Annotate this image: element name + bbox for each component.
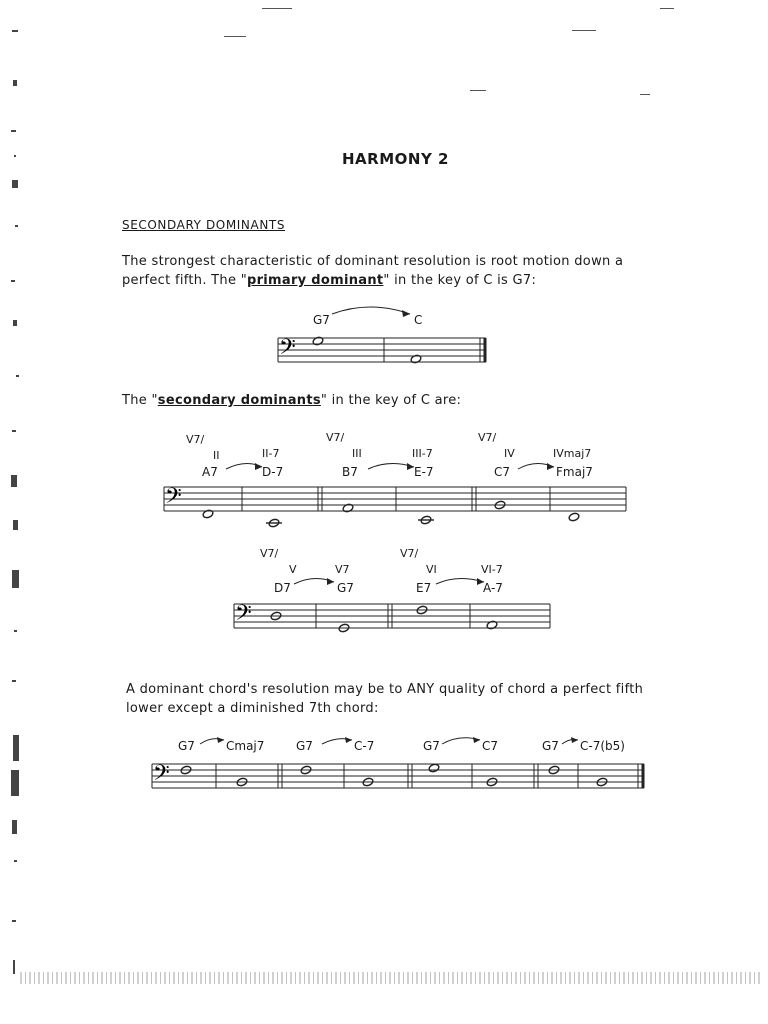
ex2-rn-v: V7/ [326, 431, 345, 444]
ex2-rn-target: III [352, 447, 362, 460]
ex3-chord-from: D7 [274, 581, 291, 595]
ex2-rn-v: V7/ [186, 433, 205, 446]
resolution-arrows [200, 738, 578, 744]
primary-dominant-term: primary dominant [246, 273, 384, 288]
ex4-chord-from: G7 [178, 739, 195, 753]
bass-clef-icon: 𝄢 [165, 484, 182, 514]
ex4-chord-from: G7 [296, 739, 313, 753]
ex2-rn-res: III-7 [412, 447, 433, 460]
ex2-rn-target: II [213, 449, 220, 462]
resolution-arrowheads [217, 737, 578, 743]
resolution-arrow [332, 307, 410, 314]
scan-margin-specks [10, 20, 28, 1000]
ex3-chord-to: A-7 [483, 581, 503, 595]
ex4-staff [146, 728, 646, 798]
ex4-chord-to: Cmaj7 [226, 739, 265, 753]
ex4-chord-from: G7 [423, 739, 440, 753]
ex1-staff [270, 300, 500, 380]
secondary-dominants-term: secondary dominants [157, 393, 321, 408]
para3-line1: A dominant chord's resolution may be to ANY quality of chord a perfect fifth [126, 682, 644, 697]
section-heading: SECONDARY DOMINANTS [122, 218, 286, 232]
note-g [428, 763, 440, 773]
ex2-staff [160, 455, 640, 540]
ex2-chord-from: A7 [202, 465, 218, 479]
ex3-rn-res: V7 [335, 563, 350, 576]
resolution-arrows [294, 578, 484, 584]
resolution-arrowheads [327, 578, 484, 585]
scan-bottom-noise [20, 972, 760, 984]
para2-post: " in the key of C are: [320, 393, 462, 408]
ex2-chord-from: B7 [342, 465, 358, 479]
para1-line1: The strongest characteristic of dominant resolution is root motion down a [122, 254, 624, 269]
bass-clef-icon: 𝄢 [279, 335, 296, 365]
resolution-arrows [226, 463, 554, 469]
ex2-rn-v: V7/ [478, 431, 497, 444]
para3-line2: lower except a diminished 7th chord: [126, 701, 379, 716]
ex3-rn-v: V7/ [260, 547, 279, 560]
bass-clef-icon: 𝄢 [153, 761, 170, 791]
ex2-rn-target: IV [504, 447, 515, 460]
para2-pre: The " [122, 393, 158, 408]
bass-clef-icon: 𝄢 [235, 601, 252, 631]
ex3-chord-from: E7 [416, 581, 432, 595]
ex2-rn-res: II-7 [262, 447, 280, 460]
ex4-chord-to: C-7 [354, 739, 375, 753]
ex2-chord-to: D-7 [262, 465, 284, 479]
ex4-chord-from: G7 [542, 739, 559, 753]
ex2-rn-res: IVmaj7 [553, 447, 592, 460]
ex3-rn-target: VI [426, 563, 437, 576]
ex2-chord-from: C7 [494, 465, 511, 479]
ex3-rn-target: V [289, 563, 297, 576]
para1-line2-pre: perfect fifth. The " [122, 273, 247, 288]
ex3-chord-to: G7 [337, 581, 354, 595]
staff-lines [278, 338, 486, 362]
para1-line2-post: " in the key of C is G7: [383, 273, 537, 288]
ex3-rn-v: V7/ [400, 547, 419, 560]
para1-line2 [122, 273, 536, 288]
ex3-staff [230, 570, 560, 640]
scan-noise-graphic [10, 20, 28, 1000]
staff-lines [152, 764, 644, 788]
ex3-rn-res: VI-7 [481, 563, 503, 576]
ex4-chord-to: C7 [482, 739, 499, 753]
ex2-chord-to: E-7 [414, 465, 434, 479]
para2 [122, 393, 461, 408]
ex1-chord-from: G7 [313, 313, 330, 327]
ex1-chord-to: C [414, 313, 423, 327]
ex2-chord-to: Fmaj7 [556, 465, 593, 479]
resolution-arrowhead [402, 310, 410, 317]
ex4-chord-to: C-7(b5) [580, 739, 625, 753]
staff-lines [164, 487, 626, 511]
page-title: HARMONY 2 [342, 150, 449, 168]
note-f [568, 512, 580, 522]
